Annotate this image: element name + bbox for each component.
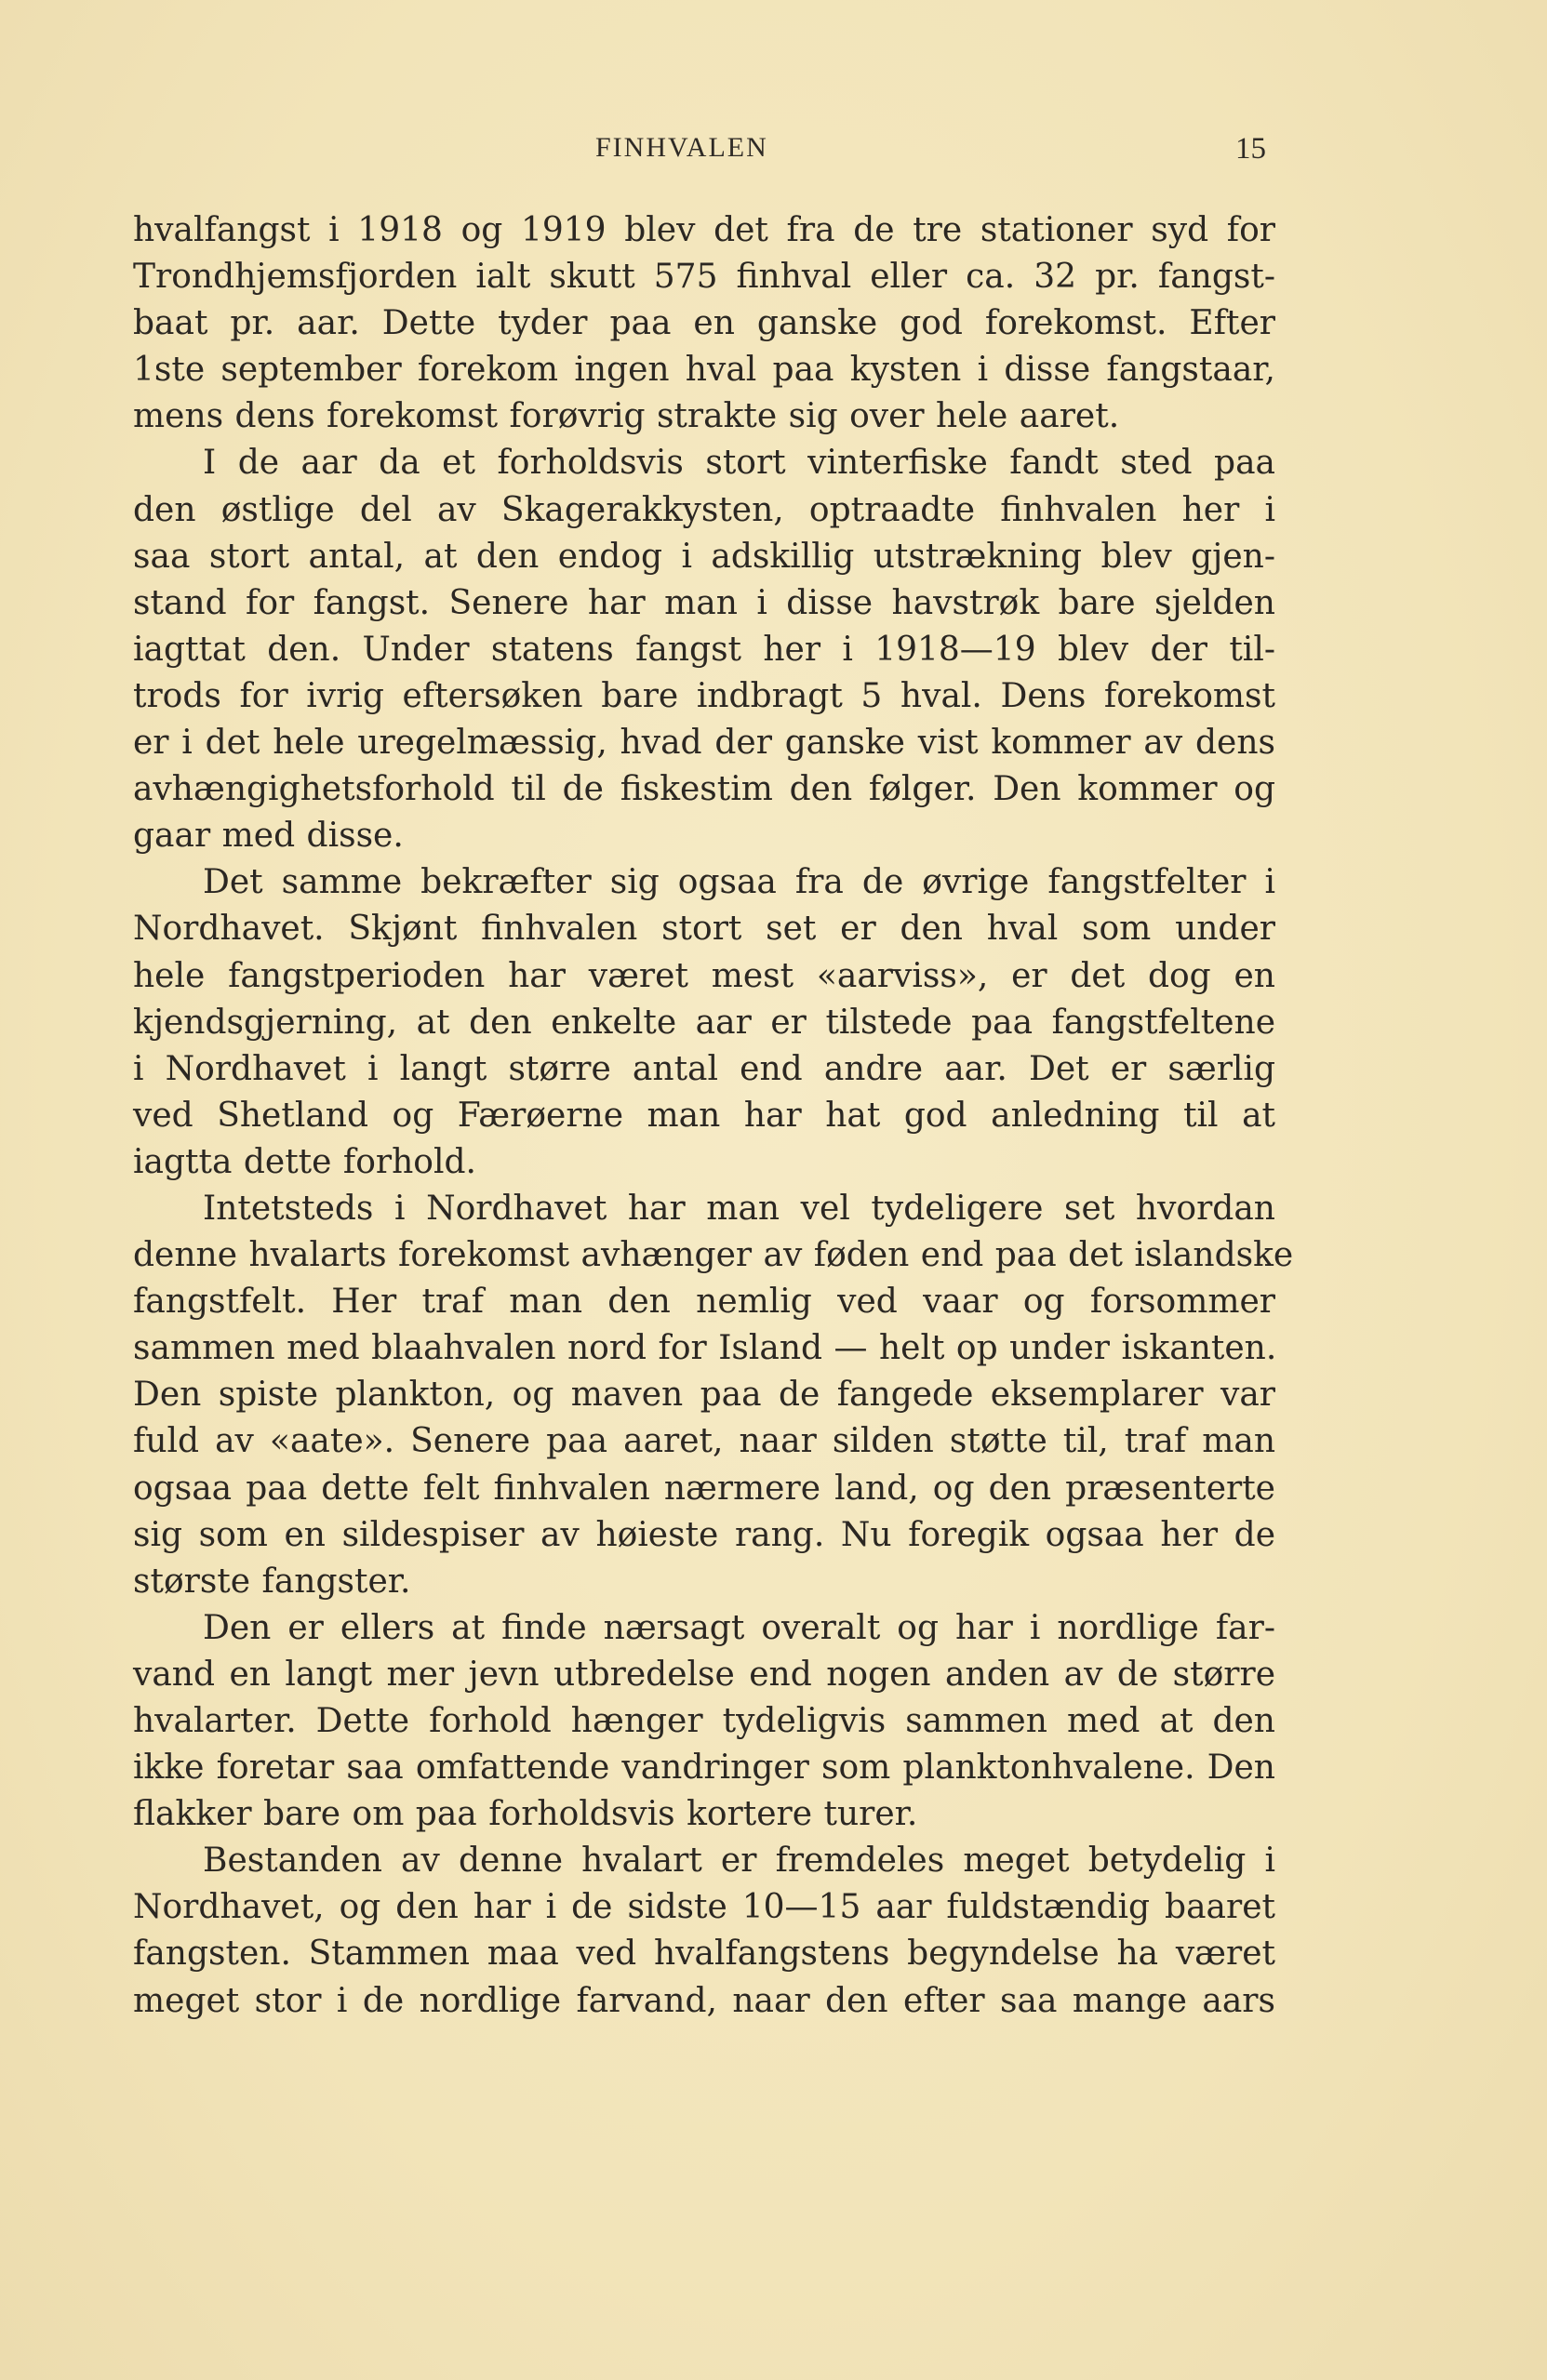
text-line: flakker bare om paa forholdsvis kortere turer. xyxy=(133,1795,918,1834)
text-line: er i det hele uregelmæssig, hvad der ganske vist kommer av dens xyxy=(133,724,1275,763)
text-line: gaar med disse. xyxy=(133,817,404,856)
text-line: sammen med blaahvalen nord for Island — helt op under iskanten. xyxy=(133,1329,1277,1368)
paragraph xyxy=(133,859,1275,1186)
text-line: iagttat den. Under statens fangst her i 1918—19 blev der til- xyxy=(133,630,1275,669)
text-line: i Nordhavet i langt større antal end andre aar. Det er særlig xyxy=(133,1049,1275,1088)
text-line: Nordhavet, og den har i de sidste 10—15 aar fuldstændig baaret xyxy=(133,1888,1275,1927)
text-line: Den er ellers at finde nærsagt overalt og har i nordlige far- xyxy=(203,1608,1275,1647)
paragraph xyxy=(133,1605,1275,1838)
text-line: ved Shetland og Færøerne man har hat god anledning til at xyxy=(133,1096,1275,1135)
text-line: iagtta dette forhold. xyxy=(133,1142,476,1181)
text-line: ikke foretar saa omfattende vandringer som planktonhvalene. Den xyxy=(133,1748,1275,1788)
text-line: trods for ivrig eftersøken bare indbragt 5 hval. Dens forekomst xyxy=(133,676,1275,715)
text-line: Nordhavet. Skjønt finhvalen stort set er den hval som under xyxy=(133,910,1275,949)
paragraph xyxy=(133,440,1275,859)
text-line: Bestanden av denne hvalart er fremdeles meget betydelig i xyxy=(203,1842,1275,1881)
text-line: saa stort antal, at den endog i adskillig utstrækning blev gjen- xyxy=(133,537,1275,576)
text-line: hele fangstperioden har været mest «aarviss», er det dog en xyxy=(133,956,1275,995)
text-line: Den spiste plankton, og maven paa de fangede eksemplarer var xyxy=(133,1376,1275,1415)
text-line: Intetsteds i Nordhavet har man vel tydeligere set hvordan xyxy=(203,1189,1275,1228)
text-line: fuld av «aate». Senere paa aaret, naar silden støtte til, traf man xyxy=(133,1422,1275,1461)
text-line: Trondhjemsfjorden ialt skutt 575 finhval eller ca. 32 pr. fangst- xyxy=(133,258,1275,297)
text-line: stand for fangst. Senere har man i disse havstrøk bare sjelden xyxy=(133,583,1275,622)
text-line: fangstfelt. Her traf man den nemlig ved vaar og forsommer xyxy=(133,1283,1275,1322)
text-line: mens dens forekomst forøvrig strakte sig over hele aaret. xyxy=(133,397,1120,436)
text-line: Det samme bekræfter sig ogsaa fra de øvrige fangstfelter i xyxy=(203,863,1275,902)
paragraph xyxy=(133,1186,1294,1605)
running-title: FINHVALEN xyxy=(595,132,768,163)
paragraph xyxy=(133,1838,1275,2024)
text-line: ogsaa paa dette felt finhvalen nærmere land, og den præsenterte xyxy=(133,1469,1275,1508)
text-line: baat pr. aar. Dette tyder paa en ganske god forekomst. Efter xyxy=(133,304,1275,343)
text-line: denne hvalarts forekomst avhænger av føden end paa det islandske xyxy=(133,1236,1294,1275)
text-line: sig som en sildespiser av høieste rang. Nu foregik ogsaa her de xyxy=(133,1515,1275,1554)
body-text xyxy=(133,207,1294,2025)
page-number: 15 xyxy=(1235,132,1266,166)
text-line: I de aar da et forholdsvis stort vinterfiske fandt sted paa xyxy=(203,444,1275,483)
text-line: den østlige del av Skagerakkysten, optraadte finhvalen her i xyxy=(133,490,1275,529)
paragraph xyxy=(133,207,1275,440)
text-line: meget stor i de nordlige farvand, naar den efter saa mange aars xyxy=(133,1981,1275,2020)
text-line: 1ste september forekom ingen hval paa kysten i disse fangstaar, xyxy=(133,351,1275,390)
text-line: fangsten. Stammen maa ved hvalfangstens begyndelse ha været xyxy=(133,1935,1275,1974)
text-line: hvalarter. Dette forhold hænger tydeligvis sammen med at den xyxy=(133,1702,1275,1740)
running-head xyxy=(0,132,1547,173)
text-line: avhængighetsforhold til de fiskestim den følger. Den kommer og xyxy=(133,770,1275,809)
text-line: vand en langt mer jevn utbredelse end nogen anden av de større xyxy=(133,1655,1275,1694)
text-line: hvalfangst i 1918 og 1919 blev det fra de tre stationer syd for xyxy=(133,211,1275,249)
text-line: kjendsgjerning, at den enkelte aar er tilstede paa fangstfeltene xyxy=(133,1003,1275,1042)
text-line: største fangster. xyxy=(133,1562,411,1601)
